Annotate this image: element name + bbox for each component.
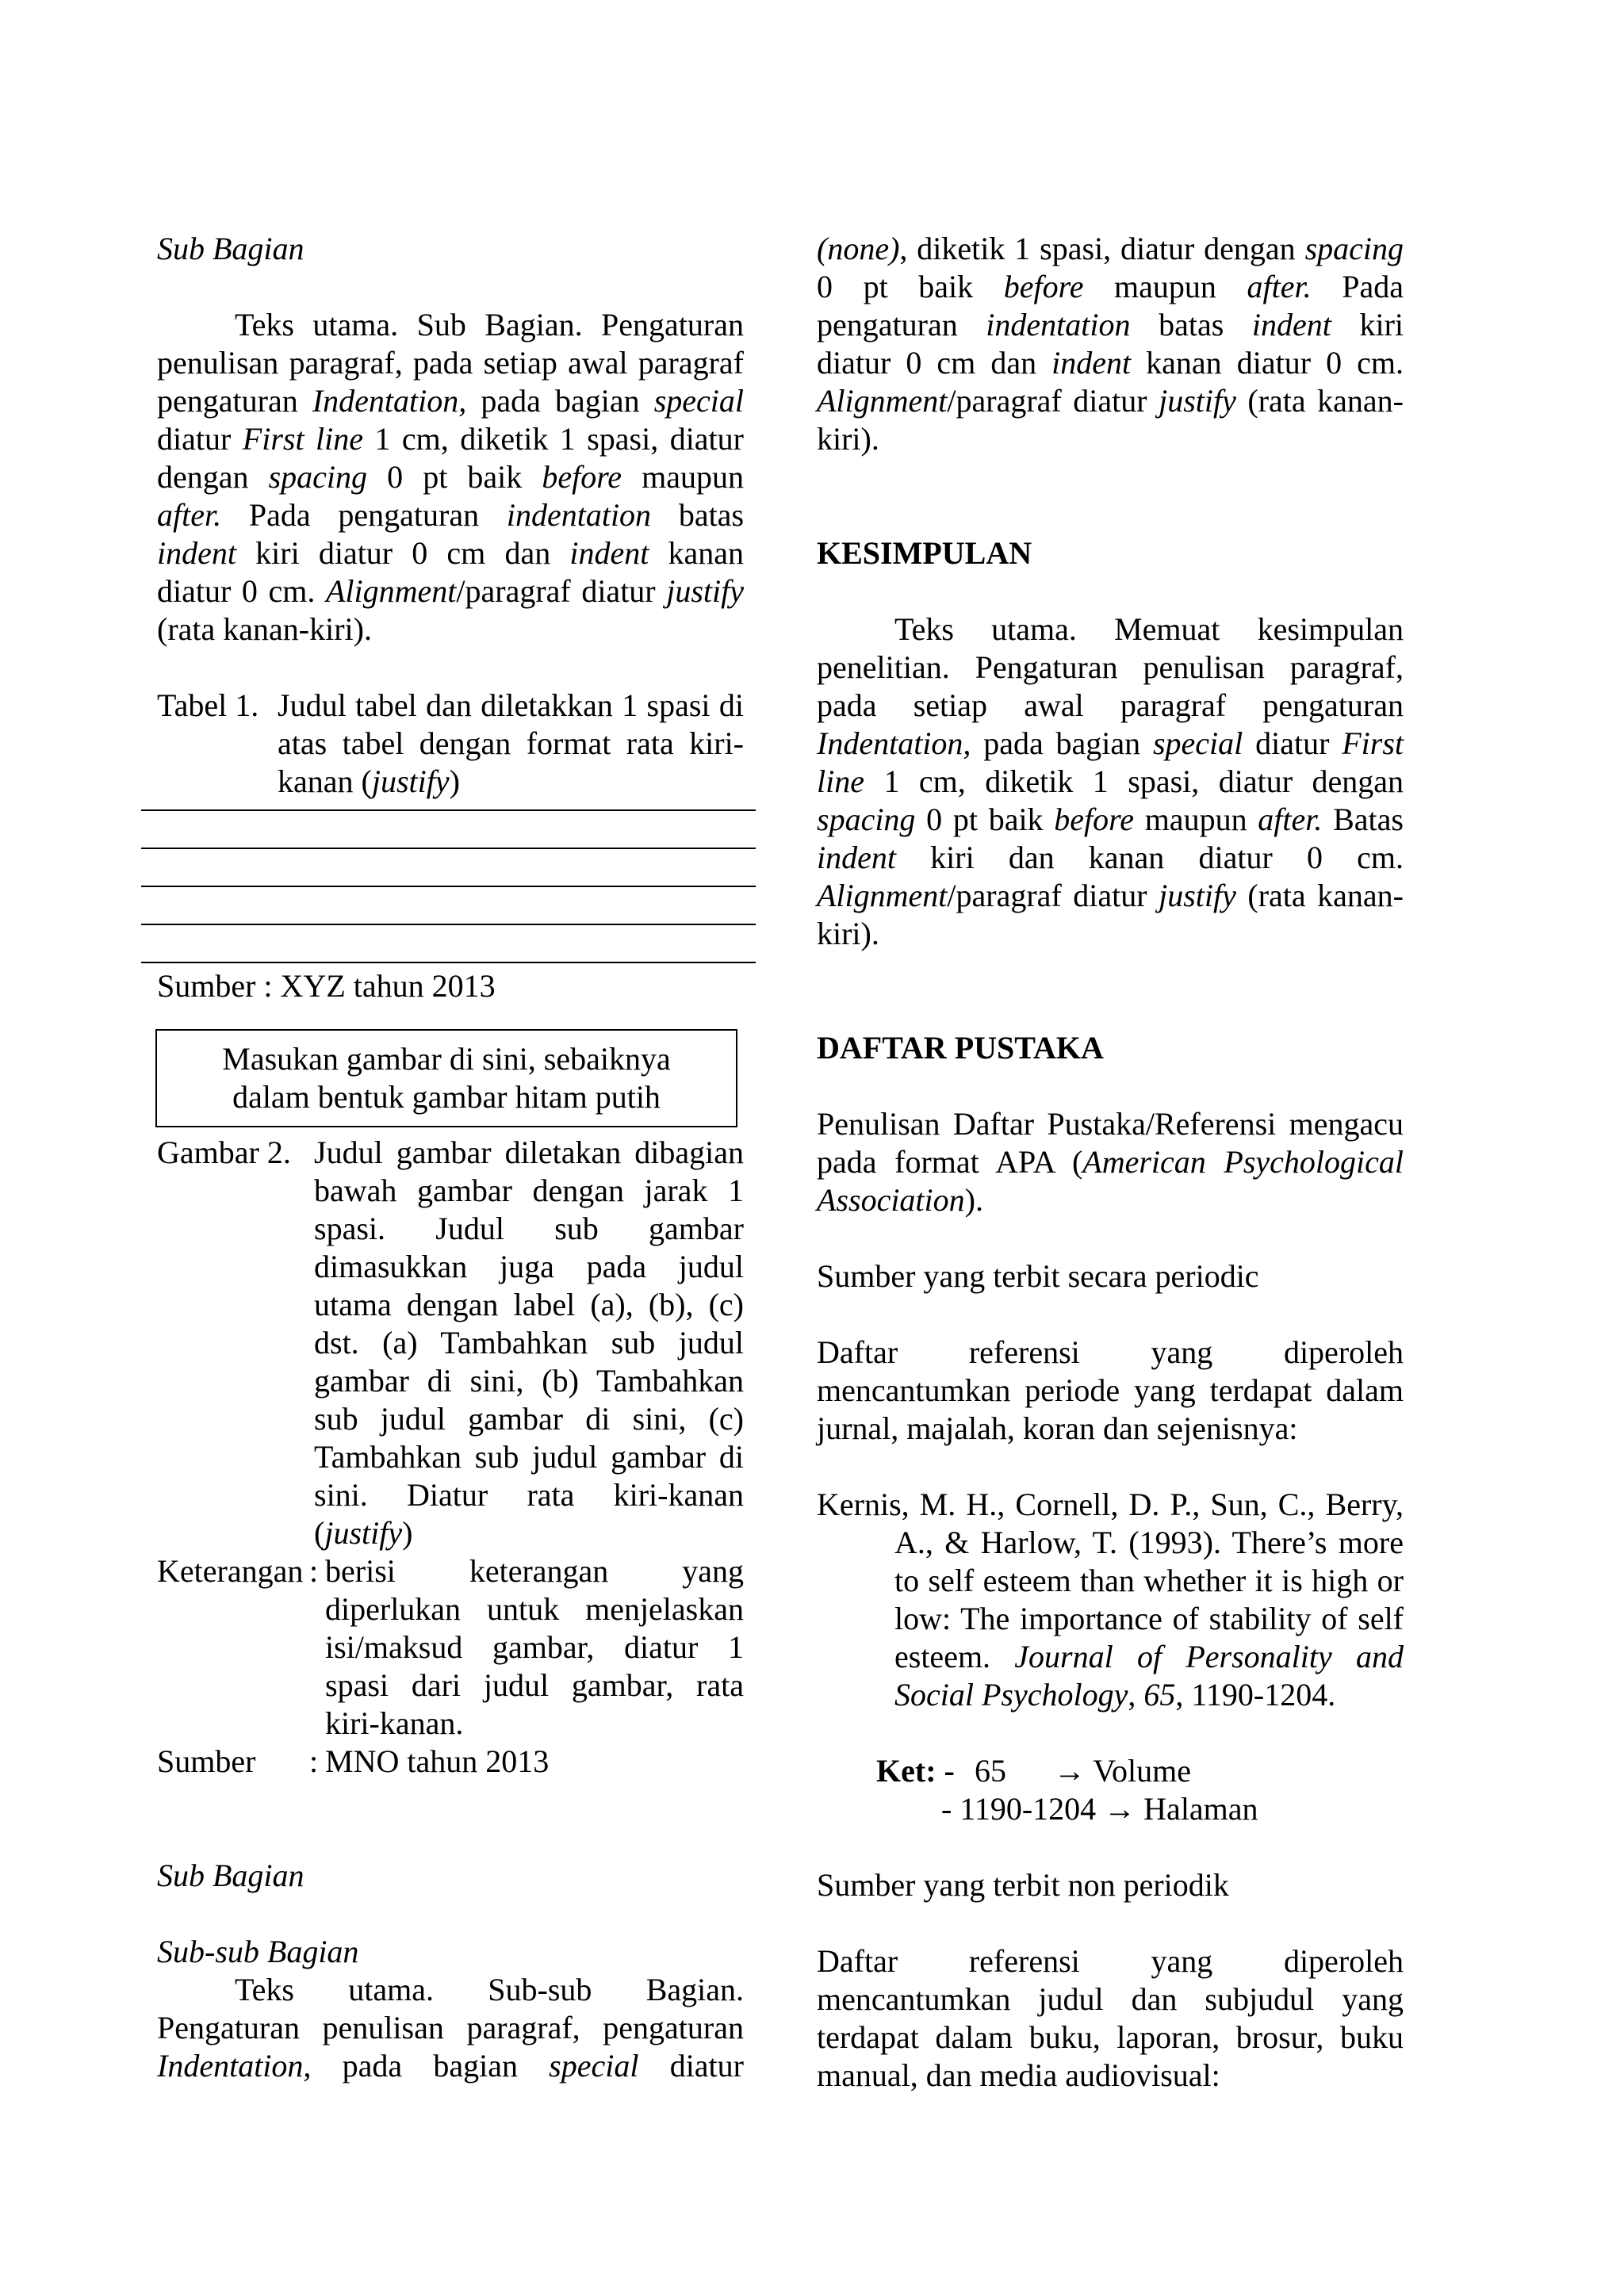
italic-term: special [653, 383, 744, 419]
italic-term: spacing [817, 802, 916, 837]
table-rule [141, 809, 756, 811]
text-run: diatur [1243, 725, 1342, 761]
figure-note-text: berisi keterangan yang diperlukan untuk menjelaskan isi/maksud gambar, diatur 1 spasi dari judul gambar, rata kiri-kanan. [325, 1553, 744, 1741]
text-run: maupun [622, 459, 744, 495]
text-run: kiri diatur 0 cm dan [817, 307, 1404, 381]
figure-source-colon: : [309, 1743, 319, 1779]
text-run: /paragraf diatur [947, 878, 1159, 913]
image-placeholder-line: Masukan gambar di sini, sebaiknya [222, 1041, 671, 1077]
text-run: (rata kanan-kiri). [817, 878, 1404, 951]
italic-term: indent [1251, 307, 1331, 342]
figure-caption-label: Gambar 2. [157, 1135, 291, 1170]
arrow-right-icon: → [1104, 1791, 1136, 1827]
text-run: (rata kanan-kiri). [817, 383, 1404, 457]
sub-bagian-heading: Sub Bagian [157, 231, 304, 266]
italic-term: after. [1247, 269, 1312, 304]
text-run: Teks utama. Memuat kesimpulan penelitian. Pengaturan penulisan paragraf, pada setiap awal paragraf pengaturan [817, 611, 1404, 723]
periodic-heading: Sumber yang terbit secara periodic [817, 1258, 1259, 1294]
text-run: kanan diatur 0 cm. [1131, 345, 1404, 381]
text-run: batas [1130, 307, 1252, 342]
italic-term: Indentation, [312, 383, 467, 419]
text-run: 1 cm, diketik 1 spasi, diatur dengan [157, 421, 744, 495]
italic-term: before [542, 459, 622, 495]
text-run: Penulisan Daftar Pustaka/Referensi mengacu pada format APA ( [817, 1106, 1404, 1180]
italic-term: justify [324, 1515, 403, 1551]
table-caption [157, 687, 744, 801]
ket-volume-desc: Volume [1093, 1753, 1191, 1789]
arrow-right-icon: → [1054, 1753, 1086, 1789]
table-rule [141, 962, 756, 963]
text-run: /paragraf diatur [456, 573, 667, 609]
text-run: batas [651, 497, 745, 533]
text-run: Batas [1322, 802, 1404, 837]
body-paragraph-2 [157, 1971, 744, 2085]
italic-term: justify [1159, 383, 1236, 419]
text-run: kanan diatur 0 cm. [157, 535, 745, 609]
italic-term: before [1003, 269, 1084, 304]
italic-term: indent [817, 840, 896, 875]
text-run: pada bagian [971, 725, 1153, 761]
italic-term: Indentation, [817, 725, 971, 761]
italic-term: 65 [1143, 1677, 1176, 1712]
text-run: Pada pengaturan [817, 269, 1404, 342]
ket-label: Ket: - [876, 1753, 955, 1789]
text-run: , diketik 1 spasi, diatur dengan [899, 231, 1305, 266]
text-run: /paragraf diatur [947, 383, 1159, 419]
body-paragraph-1 [157, 306, 744, 649]
italic-term: spacing [268, 459, 368, 495]
daftar-pustaka-heading: DAFTAR PUSTAKA [817, 1030, 1104, 1066]
text-run: 0 pt baik [817, 269, 1004, 304]
figure-source-text: MNO tahun 2013 [325, 1743, 550, 1779]
image-placeholder-line: dalam bentuk gambar hitam putih [232, 1079, 661, 1115]
text-run: pada bagian [466, 383, 654, 419]
figure-source [157, 1743, 744, 1781]
italic-term: before [1054, 802, 1134, 837]
italic-term: Journal of Personality and Social Psychology [894, 1639, 1404, 1712]
italic-term: indent [569, 535, 649, 571]
italic-term: justify [1159, 878, 1236, 913]
italic-term: Alignment [817, 383, 948, 419]
ket-note [876, 1752, 1289, 1828]
sub-sub-bagian-heading: Sub-sub Bagian [157, 1934, 359, 1969]
left-column [157, 230, 744, 2085]
italic-term: American Psychological Association [817, 1144, 1404, 1218]
sub-bagian-heading: Sub Bagian [157, 1858, 304, 1893]
text-run: (rata kanan-kiri). [157, 611, 372, 647]
text-run: , [1128, 1677, 1144, 1712]
table-caption-label: Tabel 1. [157, 687, 259, 723]
nonperiodic-heading: Sumber yang terbit non periodik [817, 1867, 1229, 1903]
image-placeholder [155, 1029, 737, 1127]
text-run: Pada pengaturan [221, 497, 507, 533]
ket-pages-value: 1190-1204 [959, 1791, 1097, 1827]
italic-term: special [549, 2048, 639, 2084]
table-source: Sumber : XYZ tahun 2013 [157, 968, 496, 1004]
italic-term: Indentation, [157, 2048, 312, 2084]
text-run: Kernis, M. H., Cornell, D. P., Sun, C., Berry, A., & Harlow, T. (1993). There’s more to self esteem than whether it is high or low: The importance of stability of self esteem. [817, 1487, 1404, 1674]
right-column [817, 230, 1404, 2095]
ket-volume [1054, 1752, 1289, 1790]
nonperiodic-text: Daftar referensi yang diperoleh mencantumkan judul dan subjudul yang terdapat dalam buku, laporan, brosur, buku manual, dan media audiovisual: [817, 1943, 1404, 2093]
italic-term: indent [1051, 345, 1132, 381]
empty-table [141, 809, 756, 963]
figure-caption [157, 1134, 744, 1552]
italic-term: Alignment [817, 878, 948, 913]
italic-term: spacing [1304, 231, 1404, 266]
table-caption-text [278, 687, 744, 801]
text-run: kiri dan kanan diatur 0 cm. [895, 840, 1404, 875]
figure-source-label: Sumber [157, 1743, 256, 1779]
reference-entry [817, 1486, 1404, 1714]
kesimpulan-heading: KESIMPULAN [817, 535, 1032, 571]
text-run: , 1190-1204. [1175, 1677, 1336, 1712]
italic-term: First line [817, 725, 1404, 799]
italic-term: Alignment [325, 573, 457, 609]
periodic-text: Daftar referensi yang diperoleh mencantumkan periode yang terdapat dalam jurnal, majalah, koran dan sejenisnya: [817, 1334, 1404, 1446]
figure-note-label: Keterangan [157, 1553, 304, 1589]
text-run: ) [402, 1515, 413, 1551]
daftar-pustaka-intro [817, 1105, 1404, 1219]
italic-term: justify [371, 763, 450, 799]
text-run: 1 cm, diketik 1 spasi, diatur dengan [864, 763, 1404, 799]
table-rule [141, 848, 756, 849]
ket-volume-value: 65 [975, 1753, 1006, 1789]
text-run: kiri diatur 0 cm dan [236, 535, 570, 571]
text-run: maupun [1083, 269, 1247, 304]
ket-pages [876, 1790, 1289, 1828]
figure-note [157, 1552, 744, 1743]
text-run: diatur [638, 2048, 744, 2084]
kesimpulan-paragraph [817, 610, 1404, 953]
italic-term: indentation [506, 497, 652, 533]
table-rule [141, 924, 756, 925]
figure-note-colon: : [309, 1553, 319, 1589]
ket-dash: - [941, 1791, 952, 1827]
italic-term: after. [1258, 802, 1323, 837]
text-run: Judul tabel dan diletakkan 1 spasi di atas tabel dengan format rata kiri-kanan ( [278, 687, 744, 799]
text-run: diatur [157, 421, 243, 457]
italic-term: indentation [986, 307, 1131, 342]
ket-pages-desc: Halaman [1143, 1791, 1258, 1827]
text-run: ) [449, 763, 460, 799]
text-run: Teks utama. Sub-sub Bagian. Pengaturan penulisan paragraf, pengaturan [157, 1972, 744, 2045]
text-run: Teks utama. Sub Bagian. Pengaturan penulisan paragraf, pada setiap awal paragraf pengaturan [157, 307, 744, 419]
text-run: 0 pt baik [367, 459, 542, 495]
italic-term: justify [666, 573, 745, 609]
figure-caption-text [314, 1134, 744, 1552]
italic-term: after. [157, 497, 222, 533]
text-run: maupun [1133, 802, 1258, 837]
italic-term: First line [242, 421, 363, 457]
text-run: 0 pt baik [915, 802, 1055, 837]
text-run: Judul gambar diletakan dibagian bawah gambar dengan jarak 1 spasi. Judul sub gambar dimasukkan juga pada judul utama dengan label (a), (b), (c) dst. (a) Tambahkan sub judul gambar di sini, (b) Tambahkan sub judul gambar di sini, (c) Tambahkan sub judul gambar di sini. Diatur rata kiri-kanan ( [314, 1135, 744, 1551]
text-run: ). [964, 1182, 983, 1218]
italic-term: indent [157, 535, 236, 571]
italic-term: special [1152, 725, 1243, 761]
text-run: pada bagian [311, 2048, 550, 2084]
continued-paragraph [817, 230, 1404, 458]
italic-term: (none) [817, 231, 900, 266]
table-rule [141, 886, 756, 887]
